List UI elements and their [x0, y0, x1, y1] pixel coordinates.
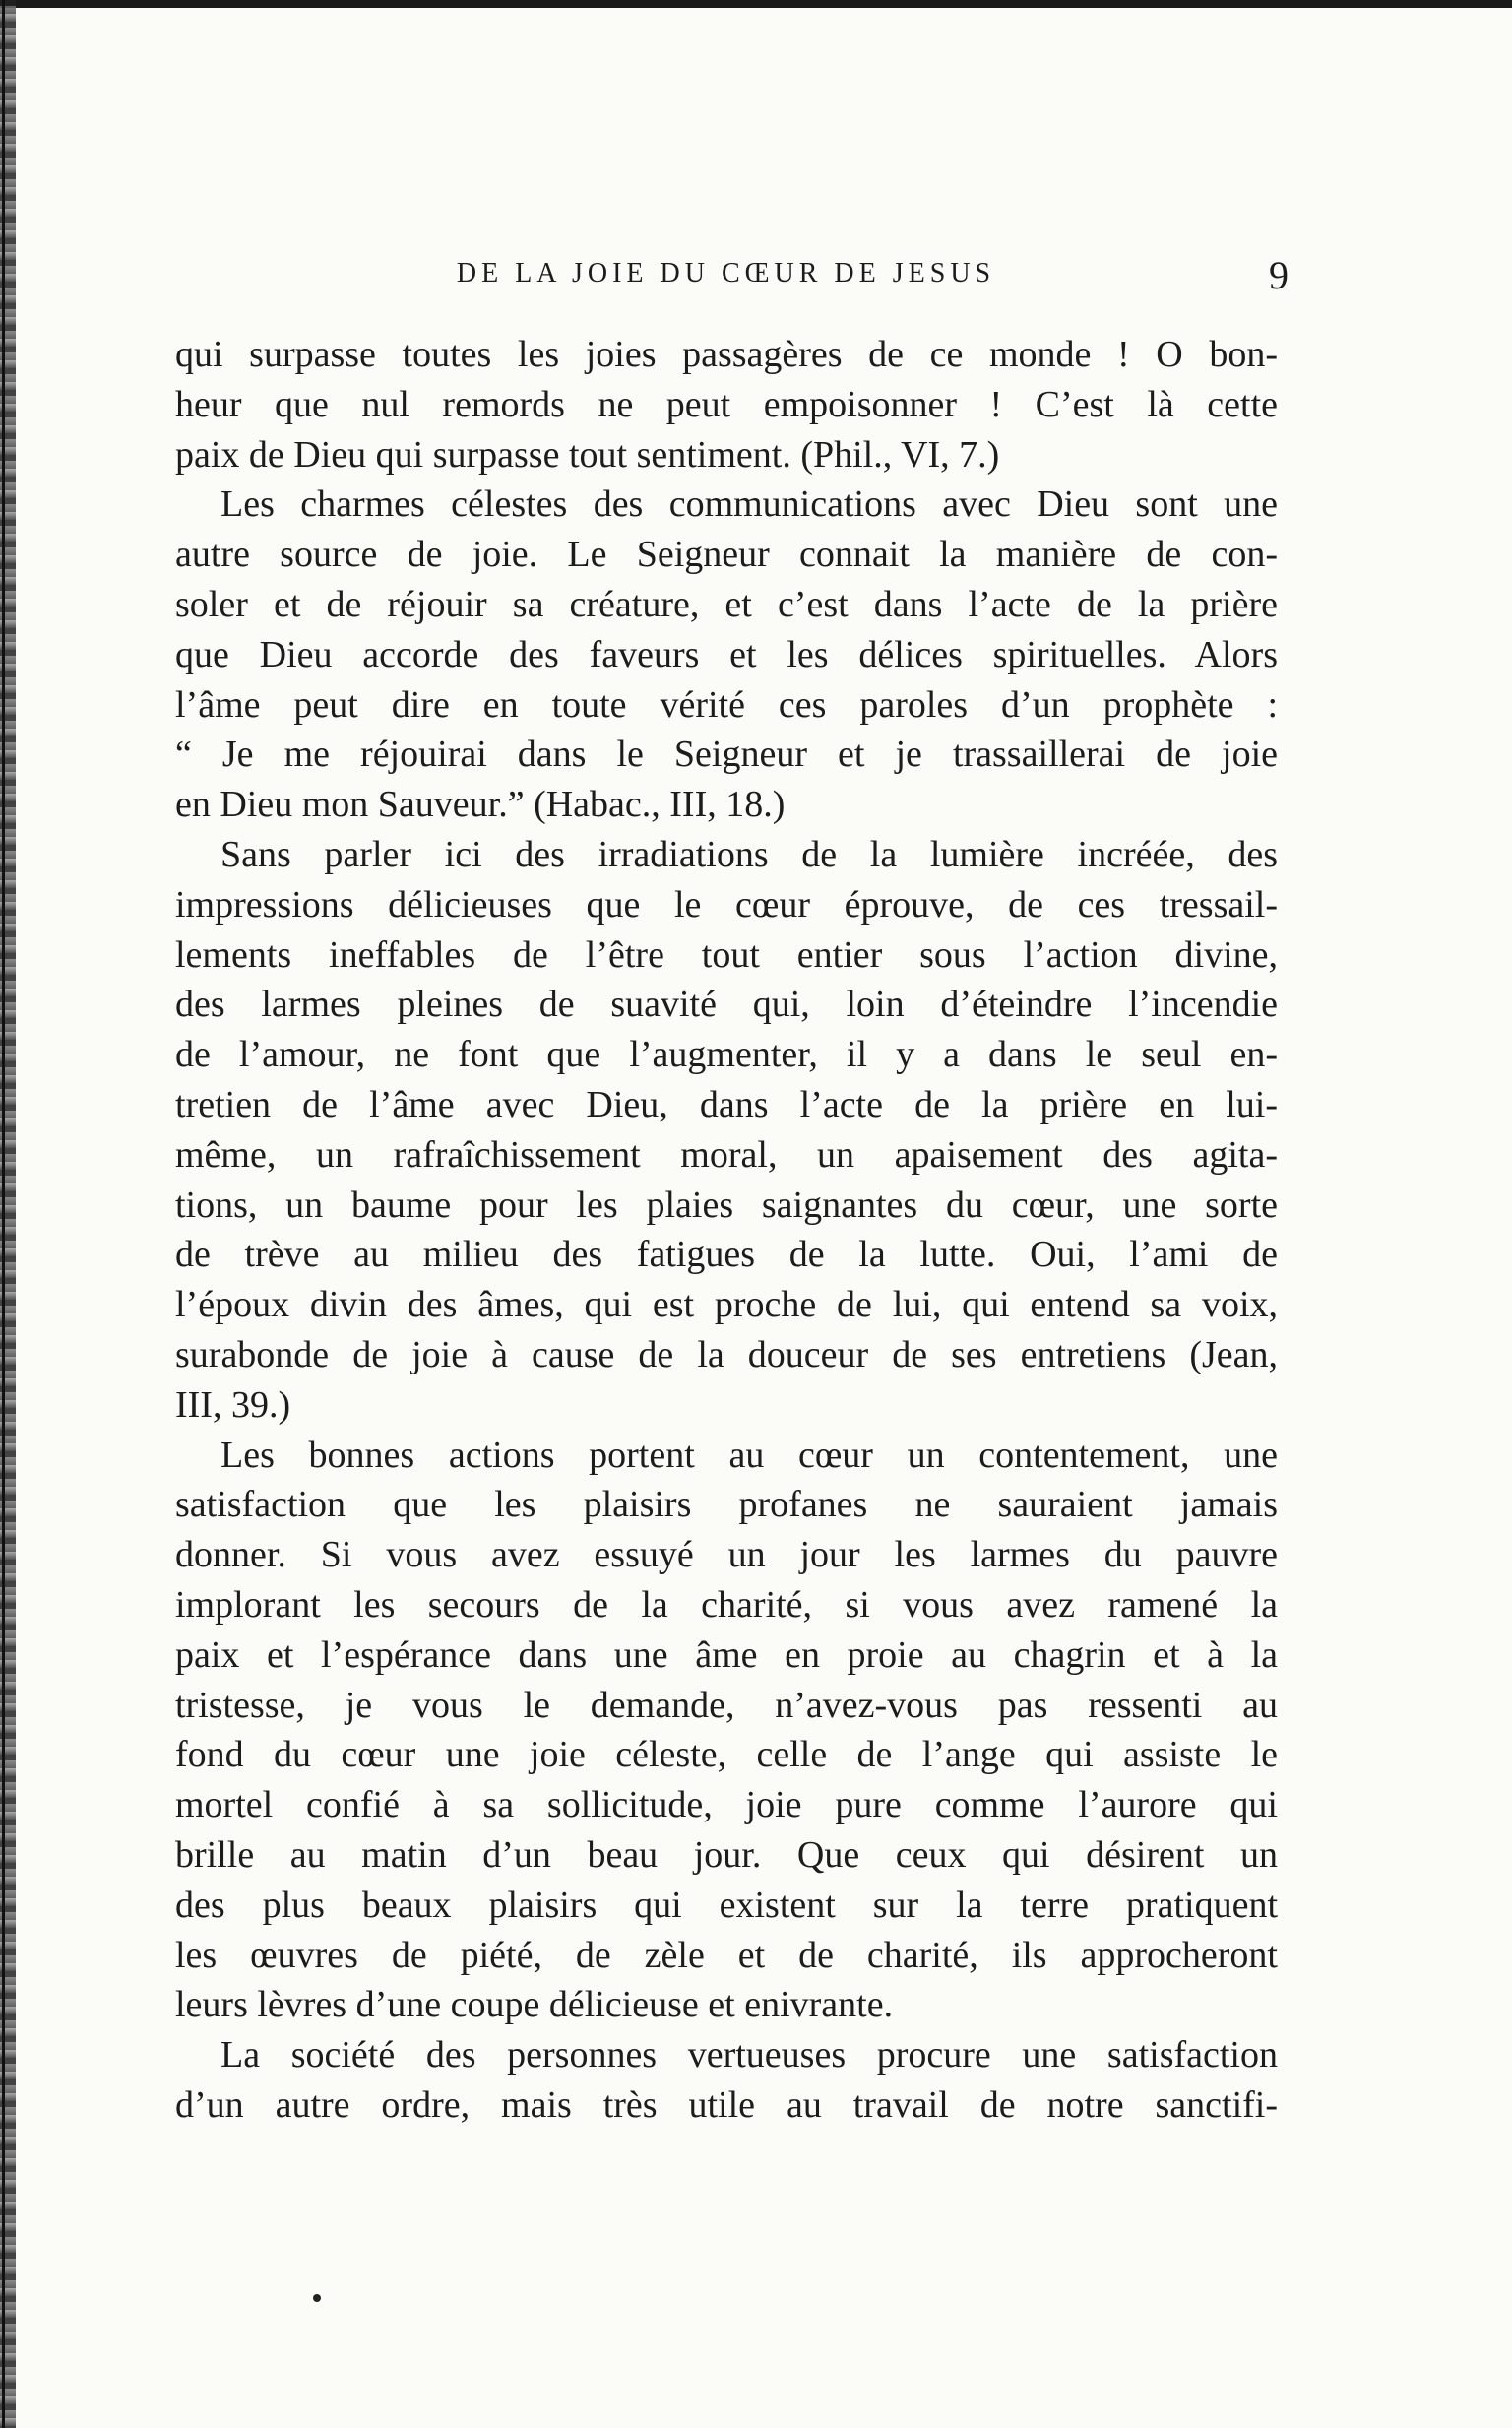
- text-line: fond du cœur une joie céleste, celle de l’ange qui assiste le: [175, 1734, 1278, 1776]
- text-line: tristesse, je vous le demande, n’avez-vous pas ressenti au: [175, 1684, 1278, 1726]
- text-line: même, un rafraîchissement moral, un apaisement des agita-: [175, 1133, 1278, 1176]
- running-title: DE LA JOIE DU CŒUR DE JESUS: [456, 258, 996, 288]
- text-line: impressions délicieuses que le cœur éprouve, de ces tressail-: [175, 883, 1278, 926]
- text-line: lements ineffables de l’être tout entier sous l’action divine,: [175, 933, 1278, 976]
- text-line: soler et de réjouir sa créature, et c’est dans l’acte de la prière: [175, 583, 1278, 625]
- text-line: “ Je me réjouirai dans le Seigneur et je trassaillerai de joie: [175, 734, 1278, 776]
- text-line: leurs lèvres d’une coupe délicieuse et enivrante.: [175, 1984, 894, 2026]
- text-line: des larmes pleines de suavité qui, loin d’éteindre l’incendie: [175, 984, 1278, 1026]
- text-line: III, 39.): [175, 1383, 291, 1426]
- text-line: Les bonnes actions portent au cœur un contentement, une: [220, 1434, 1278, 1476]
- page-header: [172, 252, 1289, 301]
- page-top-edge: [0, 0, 1512, 8]
- text-line: Les charmes célestes des communications avec Dieu sont une: [220, 483, 1278, 526]
- text-line: implorant les secours de la charité, si vous avez ramené la: [175, 1583, 1278, 1626]
- text-line: l’époux divin des âmes, qui est proche de lui, qui entend sa voix,: [175, 1284, 1278, 1326]
- text-line: en Dieu mon Sauveur.” (Habac., III, 18.): [175, 784, 786, 826]
- text-line: paix et l’espérance dans une âme en proie au chagrin et à la: [175, 1633, 1278, 1676]
- text-line: que Dieu accorde des faveurs et les délices spirituelles. Alors: [175, 633, 1278, 675]
- text-line: brille au matin d’un beau jour. Que ceux qui désirent un: [175, 1833, 1278, 1876]
- text-line: satisfaction que les plaisirs profanes ne sauraient jamais: [175, 1484, 1278, 1526]
- text-line: des plus beaux plaisirs qui existent sur la terre pratiquent: [175, 1884, 1278, 1926]
- ink-dot: [313, 2294, 321, 2302]
- text-line: mortel confié à sa sollicitude, joie pure comme l’aurore qui: [175, 1784, 1278, 1826]
- text-line: de trève au milieu des fatigues de la lutte. Oui, l’ami de: [175, 1234, 1278, 1276]
- text-line: donner. Si vous avez essuyé un jour les larmes du pauvre: [175, 1534, 1278, 1576]
- text-line: d’un autre ordre, mais très utile au travail de notre sanctifi-: [175, 2083, 1278, 2126]
- text-line: Sans parler ici des irradiations de la lumière incréée, des: [220, 833, 1278, 875]
- text-line: heur que nul remords ne peut empoisonner ! C’est là cette: [175, 383, 1278, 425]
- text-line: l’âme peut dire en toute vérité ces paroles d’un prophète :: [175, 683, 1278, 726]
- text-line: paix de Dieu qui surpasse tout sentiment. (Phil., VI, 7.): [175, 433, 1000, 476]
- text-line: qui surpasse toutes les joies passagères de ce monde ! O bon-: [175, 334, 1278, 375]
- text-line: tretien de l’âme avec Dieu, dans l’acte de la prière en lui-: [175, 1083, 1278, 1125]
- page-left-edge: [2, 0, 5, 2428]
- text-line: les œuvres de piété, de zèle et de charité, ils approcheront: [175, 1934, 1278, 1976]
- text-line: tions, un baume pour les plaies saignantes du cœur, une sorte: [175, 1183, 1278, 1226]
- page-number: 9: [1269, 253, 1289, 297]
- text-line: surabonde de joie à cause de la douceur de ses entretiens (Jean,: [175, 1333, 1278, 1375]
- text-line: de l’amour, ne font que l’augmenter, il y a dans le seul en-: [175, 1034, 1278, 1076]
- body-text: [175, 330, 1278, 2131]
- text-line: La société des personnes vertueuses procure une satisfaction: [220, 2034, 1278, 2077]
- text-line: autre source de joie. Le Seigneur connait la manière de con-: [175, 534, 1278, 576]
